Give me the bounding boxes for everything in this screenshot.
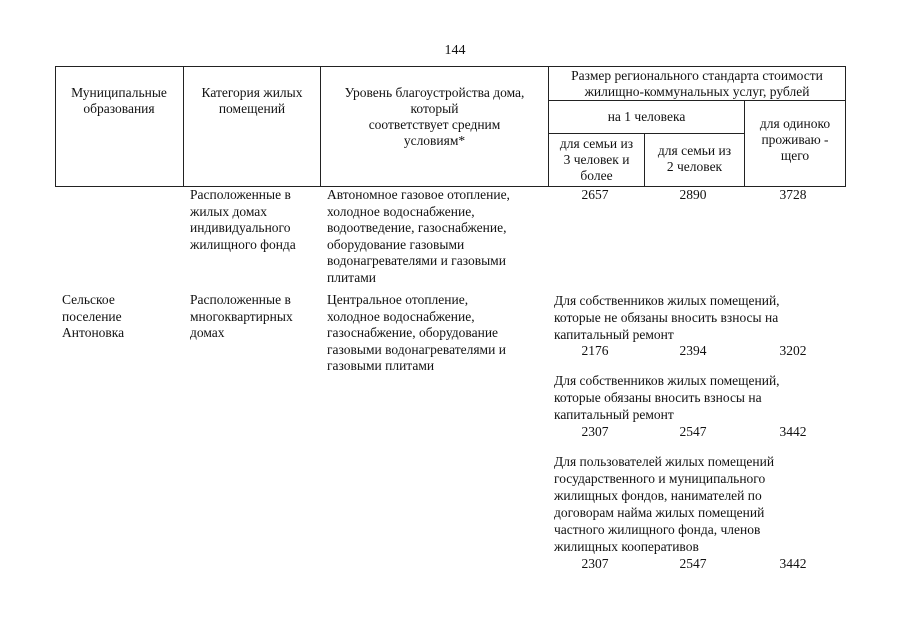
page-number: 144 bbox=[444, 43, 466, 58]
group2-note: Для собственников жилых помещений, которые обязаны вносить взносы на капитальный ремонт bbox=[554, 373, 780, 422]
header-municipal: Муниципальные образования bbox=[71, 85, 167, 116]
row1-level: Автономное газовое отопление, холодное водоснабжение, водоотведение, газоснабжение, оборудование газовыми водонагревателями и газовыми плитами bbox=[327, 187, 510, 285]
header-per-person: на 1 человека bbox=[607, 109, 686, 124]
group3-note: Для пользователей жилых помещений государственного и муниципального жилищных фондов, нанимателей по договорам найма жилых помещений частного жилищного фонда, членов жилищных кооперативов bbox=[554, 454, 775, 554]
header-category: Категория жилых помещений bbox=[201, 85, 303, 116]
row2-level: Центральное отопление, холодное водоснабжение, газоснабжение, оборудование газовыми водонагревателями и газовыми плитами bbox=[327, 292, 506, 373]
group3-value-family3: 2307 bbox=[581, 556, 609, 571]
table-top-border bbox=[55, 66, 845, 67]
header-family-2: для семьи из 2 человек bbox=[657, 143, 732, 174]
header-level: Уровень благоустройства дома, который соответствует средним условиям* bbox=[344, 85, 525, 148]
group1-value-family2: 2394 bbox=[679, 343, 707, 358]
row1-value-family2: 2890 bbox=[679, 187, 707, 202]
row1-category: Расположенные в жилых домах индивидуального жилищного фонда bbox=[190, 187, 296, 252]
group2-value-family2: 2547 bbox=[679, 424, 707, 439]
group1-value-family3: 2176 bbox=[581, 343, 609, 358]
header-single: для одиноко проживаю - щего bbox=[759, 116, 831, 163]
group1-value-single: 3202 bbox=[779, 343, 807, 358]
header-standard: Размер регионального стандарта стоимости жилищно-коммунальных услуг, рублей bbox=[571, 68, 823, 99]
row1-value-family3: 2657 bbox=[581, 187, 609, 202]
group2-value-family3: 2307 bbox=[581, 424, 609, 439]
group3-value-single: 3442 bbox=[779, 556, 807, 571]
per-person-divider bbox=[548, 133, 744, 134]
table-right-border bbox=[845, 66, 846, 187]
group1-note: Для собственников жилых помещений, которые не обязаны вносить взносы на капитальный ремонт bbox=[554, 293, 780, 342]
row2-category: Расположенные в многоквартирных домах bbox=[190, 292, 293, 340]
standard-divider bbox=[548, 100, 845, 101]
group2-value-single: 3442 bbox=[779, 424, 807, 439]
group3-value-family2: 2547 bbox=[679, 556, 707, 571]
row1-value-single: 3728 bbox=[779, 187, 807, 202]
header-family-3: для семьи из 3 человек и более bbox=[559, 136, 634, 183]
row2-municipal: Сельское поселение Антоновка bbox=[62, 292, 125, 340]
